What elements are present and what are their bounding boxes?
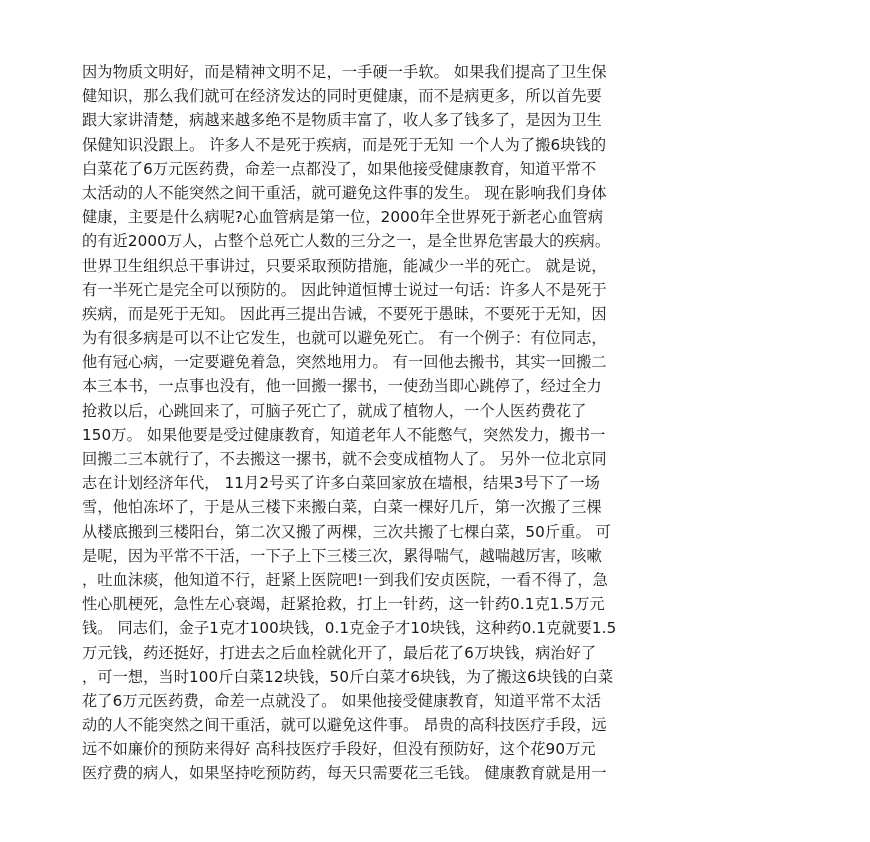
text-line: 从楼底搬到三楼阳台，第二次又搬了两棵，三次共搬了七棵白菜，50斤重。 可 bbox=[82, 522, 611, 541]
text-line: 疾病，而是死于无知。 因此再三提出告诫，不要死于愚昧，不要死于无知，因 bbox=[82, 304, 607, 323]
text-line: 雪，他怕冻坏了，于是从三楼下来搬白菜，白菜一棵好几斤，第一次搬了三棵 bbox=[82, 498, 602, 517]
document-body bbox=[82, 60, 794, 786]
text-line: 世界卫生组织总干事讲过，只要采取预防措施，能减少一半的死亡。 就是说， bbox=[82, 256, 607, 275]
text-line: 保健知识没跟上。 许多人不是死于疾病，而是死于无知 一个人为了搬6块钱的 bbox=[82, 135, 607, 154]
text-line: 是呢，因为平常不干活，一下子上下三楼三次，累得喘气，越喘越厉害，咳嗽 bbox=[82, 546, 602, 565]
text-line: 为有很多病是可以不让它发生，也就可以避免死亡。 有一个例子：有位同志， bbox=[82, 329, 607, 348]
text-line: 志在计划经济年代， 11月2号买了许多白菜回家放在墙根，结果3号下了一场 bbox=[82, 474, 600, 493]
text-line: ，吐血沫痰，他知道不行，赶紧上医院吧!一到我们安贞医院，一看不得了，急 bbox=[82, 570, 608, 589]
text-line: 150万。 如果他要是受过健康教育，知道老年人不能憋气，突然发力，搬书一 bbox=[82, 425, 606, 444]
text-line: 因为物质文明好，而是精神文明不足，一手硬一手软。 如果我们提高了卫生保 bbox=[82, 63, 607, 81]
text-line: 太活动的人不能突然之间干重活，就可避免这件事的发生。 现在影响我们身体 bbox=[82, 183, 607, 202]
text-line: 医疗费的病人，如果坚持吃预防药，每天只需要花三毛钱。 健康教育就是用一 bbox=[82, 764, 607, 783]
text-line: 远不如廉价的预防来得好 高科技医疗手段好，但没有预防好，这个花90万元 bbox=[82, 740, 596, 759]
text-line: 万元钱，药还挺好，打进去之后血栓就化开了，最后花了6万块钱，病治好了 bbox=[82, 643, 597, 662]
text-line: 本三本书，一点事也没有，他一回搬一摞书，一使劲当即心跳停了，经过全力 bbox=[82, 377, 602, 396]
text-line: 钱。 同志们，金子1克才100块钱，0.1克金子才10块钱，这种药0.1克就要1.5 bbox=[82, 619, 617, 638]
text-line: 性心肌梗死，急性左心衰竭，赶紧抢救，打上一针药，这一针药0.1克1.5万元 bbox=[82, 595, 605, 614]
text-line: 花了6万元医药费，命差一点就没了。 如果他接受健康教育，知道平常不太活 bbox=[82, 691, 602, 710]
text-line: ，可一想，当时100斤白菜12块钱，50斤白菜才6块钱，为了搬这6块钱的白菜 bbox=[82, 667, 614, 686]
text-line: 健康，主要是什么病呢?心血管病是第一位，2000年全世界死于新老心血管病 bbox=[82, 208, 604, 227]
text-line: 健知识，那么我们就可在经济发达的同时更健康，而不是病更多，所以首先要 bbox=[82, 87, 602, 106]
text-line: 跟大家讲清楚，病越来越多绝不是物质丰富了，收人多了钱多了，是因为卫生 bbox=[82, 111, 602, 130]
text-line: 抢救以后，心跳回来了，可脑子死亡了，就成了植物人，一个人医药费花了 bbox=[82, 401, 587, 420]
text-line: 他有冠心病，一定要避免着急，突然地用力。 有一回他去搬书，其实一回搬二 bbox=[82, 353, 607, 372]
text-line: 的有近2000万人，占整个总死亡人数的三分之一，是全世界危害最大的疾病。 bbox=[82, 232, 611, 251]
text-line: 回搬二三本就行了，不去搬这一摞书，就不会变成植物人了。 另外一位北京同 bbox=[82, 450, 607, 468]
text-line: 有一半死亡是完全可以预防的。 因此钟道恒博士说过一句话：许多人不是死于 bbox=[82, 280, 607, 299]
text-line: 白菜花了6万元医药费，命差一点都没了，如果他接受健康教育，知道平常不 bbox=[82, 159, 597, 178]
text-line: 动的人不能突然之间干重活，就可以避免这件事。 昂贵的高科技医疗手段，远 bbox=[82, 716, 607, 735]
